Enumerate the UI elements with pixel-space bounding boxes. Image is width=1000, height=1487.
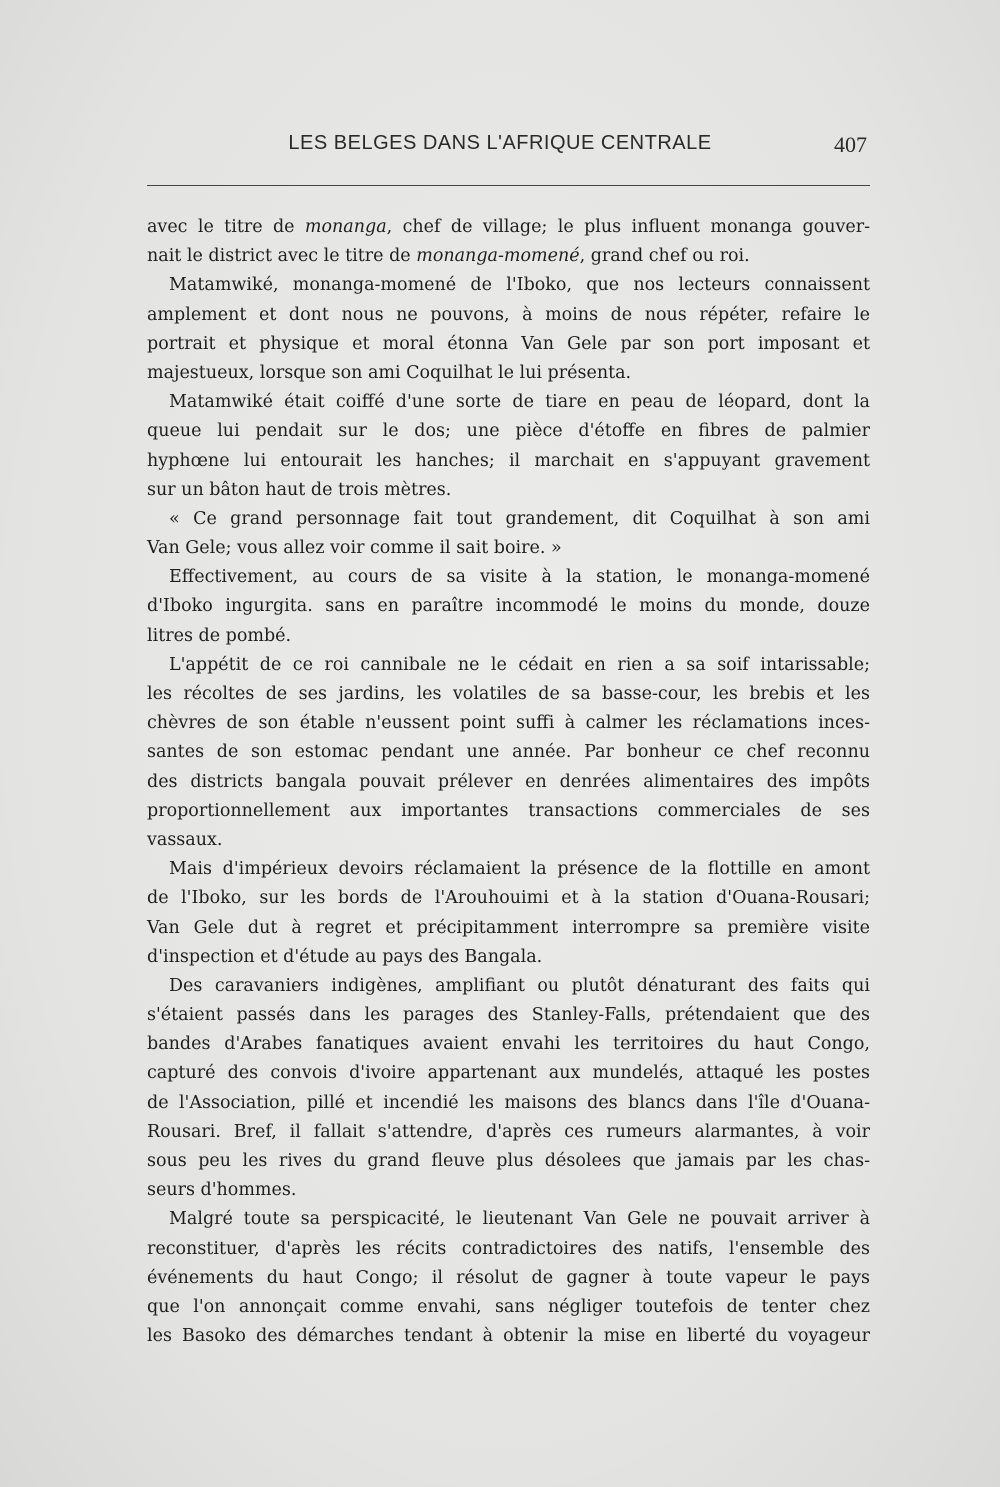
text-line: reconstituer, d'après les récits contradictoires des natifs, l'ensemble des: [147, 1238, 870, 1259]
paragraph: [147, 855, 870, 972]
body-text: [147, 213, 870, 1351]
text-line: sur un bâton haut de trois mètres.: [147, 479, 452, 500]
text-line: Rousari. Bref, il fallait s'attendre, d'après ces rumeurs alarmantes, à voir: [147, 1121, 870, 1142]
text-line: s'étaient passés dans les parages des Stanley-Falls, prétendaient que des: [147, 1005, 870, 1026]
header-rule: [147, 185, 870, 186]
paragraph: [147, 972, 870, 1206]
text-line: que l'on annonçait comme envahi, sans négliger toutefois de tenter chez: [147, 1296, 870, 1317]
paragraph: [147, 563, 870, 651]
text-line: Matamwiké, monanga-momené de l'Iboko, que nos lecteurs connaissent: [169, 275, 870, 296]
paragraph: [147, 271, 870, 388]
paragraph: [147, 505, 870, 563]
text-line: Des caravaniers indigènes, amplifiant ou plutôt dénaturant des faits qui: [169, 975, 870, 996]
text-line: bandes d'Arabes fanatiques avaient envahi les territoires du haut Congo,: [147, 1034, 870, 1055]
text-line: de l'Iboko, sur les bords de l'Arouhouimi et à la station d'Ouana-Rousari;: [147, 888, 870, 909]
text-line: événements du haut Congo; il résolut de gagner à toute vapeur le pays: [147, 1267, 870, 1288]
text-line: les récoltes de ses jardins, les volatiles de sa basse-cour, les brebis et les: [147, 684, 870, 704]
page-number: 407: [834, 132, 867, 157]
text-line: capturé des convois d'ivoire appartenant aux mundelés, attaqué les postes: [147, 1063, 870, 1084]
text-line: portrait et physique et moral étonna Van Gele par son port imposant et: [147, 333, 870, 354]
text-line: d'inspection et d'étude au pays des Bangala.: [147, 946, 543, 967]
text-line: les Basoko des démarches tendant à obtenir la mise en liberté du voyageur: [147, 1326, 870, 1347]
running-header-title: LES BELGES DANS L'AFRIQUE CENTRALE: [288, 132, 712, 154]
text-line: majestueux, lorsque son ami Coquilhat le lui présenta.: [147, 362, 632, 383]
text-line: sous peu les rives du grand fleuve plus désolees que jamais par les chas-: [147, 1151, 870, 1171]
text-line: des districts bangala pouvait prélever en denrées alimentaires des impôts: [147, 771, 870, 792]
text-line: Effectivement, au cours de sa visite à la station, le monanga-momené: [169, 567, 870, 588]
text-line: Mais d'impérieux devoirs réclamaient la présence de la flottille en amont: [169, 859, 870, 880]
text-line: hyphœne lui entourait les hanches; il marchait en s'appuyant gravement: [147, 450, 870, 471]
text-line: chèvres de son étable n'eussent point suffi à calmer les réclamations inces-: [147, 713, 870, 734]
text-line: L'appétit de ce roi cannibale ne le cédait en rien a sa soif intarissable;: [169, 654, 870, 675]
paragraph: [147, 388, 870, 505]
text-line: queue lui pendait sur le dos; une pièce d'étoffe en fibres de palmier: [147, 421, 870, 442]
paragraph: [147, 651, 870, 855]
text-line: vassaux.: [147, 829, 223, 850]
paragraph: [147, 1205, 870, 1351]
text-line: Van Gele; vous allez voir comme il sait boire. »: [147, 538, 562, 559]
text-line: avec le titre de monanga, chef de village; le plus influent monanga gouver-: [147, 217, 871, 237]
text-line: litres de pombé.: [147, 625, 292, 646]
text-line: « Ce grand personnage fait tout grandement, dit Coquilhat à son ami: [169, 508, 870, 529]
text-line: Van Gele dut à regret et précipitamment interrompre sa première visite: [147, 917, 870, 938]
text-line: de l'Association, pillé et incendié les maisons des blancs dans l'île d'Ouana-: [147, 1092, 870, 1113]
paragraph: [147, 213, 870, 271]
text-line: seurs d'hommes.: [147, 1180, 297, 1201]
text-line: proportionnellement aux importantes transactions commerciales de ses: [147, 800, 870, 821]
text-line: amplement et dont nous ne pouvons, à moins de nous répéter, refaire le: [147, 304, 870, 325]
text-line: santes de son estomac pendant une année. Par bonheur ce chef reconnu: [147, 742, 870, 763]
text-line: Malgré toute sa perspicacité, le lieutenant Van Gele ne pouvait arriver à: [169, 1209, 870, 1230]
text-line: Matamwiké était coiffé d'une sorte de tiare en peau de léopard, dont la: [169, 392, 870, 413]
text-line: nait le district avec le titre de monanga-momené, grand chef ou roi.: [147, 246, 750, 267]
text-line: d'Iboko ingurgita. sans en paraître incommodé le moins du monde, douze: [147, 596, 870, 617]
